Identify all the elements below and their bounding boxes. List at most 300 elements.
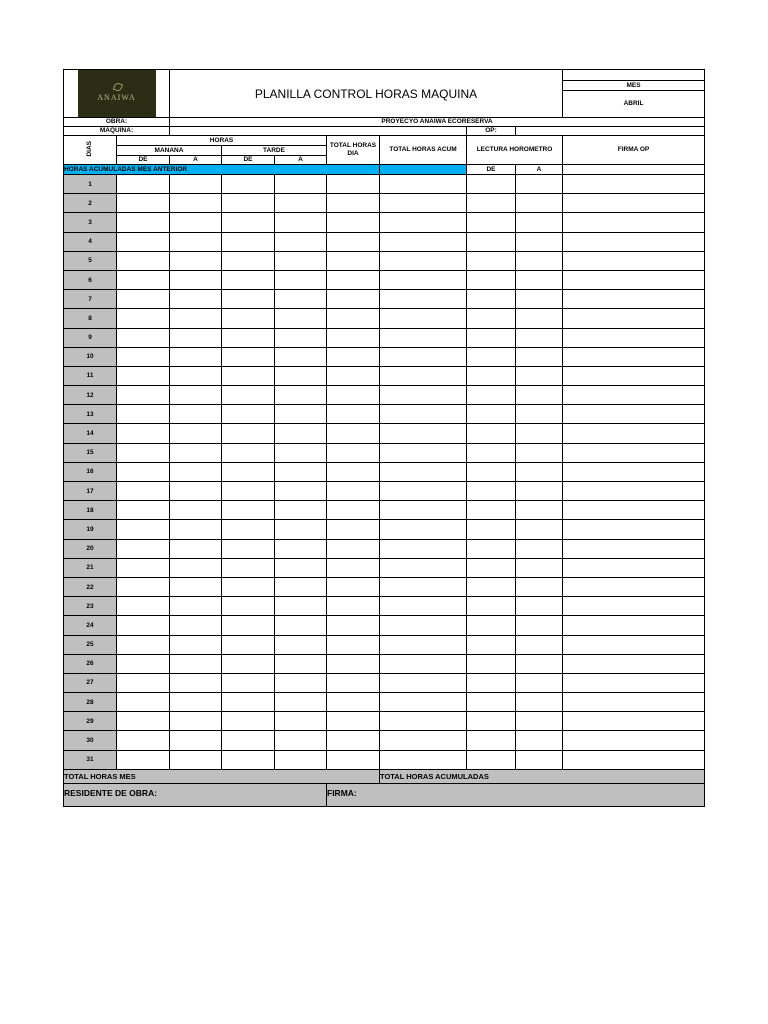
firma-op-cell[interactable] bbox=[563, 328, 705, 347]
total-horas-dia-cell[interactable] bbox=[327, 309, 380, 328]
tarde-a-cell[interactable] bbox=[275, 750, 327, 769]
manana-de-cell[interactable] bbox=[117, 482, 170, 501]
tarde-de-cell[interactable] bbox=[222, 712, 275, 731]
tarde-a-cell[interactable] bbox=[275, 712, 327, 731]
manana-a-cell[interactable] bbox=[170, 175, 222, 194]
total-horas-dia-cell[interactable] bbox=[327, 635, 380, 654]
horometro-de-cell[interactable] bbox=[467, 654, 516, 673]
horometro-a-cell[interactable] bbox=[516, 482, 563, 501]
horometro-de-cell[interactable] bbox=[467, 270, 516, 289]
total-horas-dia-cell[interactable] bbox=[327, 175, 380, 194]
firma-op-cell[interactable] bbox=[563, 750, 705, 769]
firma-op-header: FIRMA OP bbox=[563, 136, 705, 165]
manana-de-cell[interactable] bbox=[117, 539, 170, 558]
total-horas-dia-cell[interactable] bbox=[327, 213, 380, 232]
total-horas-acum-cell[interactable] bbox=[380, 443, 467, 462]
horometro-a-cell[interactable] bbox=[516, 462, 563, 481]
horometro-a-cell[interactable] bbox=[516, 366, 563, 385]
horometro-a-cell[interactable] bbox=[516, 424, 563, 443]
total-horas-dia-cell[interactable] bbox=[327, 712, 380, 731]
horometro-a-cell[interactable] bbox=[516, 443, 563, 462]
manana-a-cell[interactable] bbox=[170, 577, 222, 596]
tarde-de-cell[interactable] bbox=[222, 443, 275, 462]
total-horas-acum-cell[interactable] bbox=[380, 597, 467, 616]
total-horas-acum-header: TOTAL HORAS ACUM bbox=[380, 136, 467, 165]
day-row bbox=[64, 501, 705, 520]
horometro-a-cell[interactable] bbox=[516, 693, 563, 712]
tarde-a-cell[interactable] bbox=[275, 693, 327, 712]
manana-de-cell[interactable] bbox=[117, 251, 170, 270]
horometro-de-cell[interactable] bbox=[467, 194, 516, 213]
horometro-a-cell[interactable] bbox=[516, 520, 563, 539]
total-horas-acum-cell[interactable] bbox=[380, 213, 467, 232]
manana-a-cell[interactable] bbox=[170, 654, 222, 673]
total-horas-acum-cell[interactable] bbox=[380, 290, 467, 309]
firma-op-cell[interactable] bbox=[563, 213, 705, 232]
total-horas-dia-cell[interactable] bbox=[327, 443, 380, 462]
horometro-de-cell[interactable] bbox=[467, 328, 516, 347]
total-horas-acum-cell[interactable] bbox=[380, 462, 467, 481]
tarde-a-cell[interactable] bbox=[275, 328, 327, 347]
tarde-de-cell[interactable] bbox=[222, 635, 275, 654]
firma-op-cell[interactable] bbox=[563, 616, 705, 635]
horometro-de-cell[interactable] bbox=[467, 673, 516, 692]
manana-a-cell[interactable] bbox=[170, 616, 222, 635]
horometro-a-cell[interactable] bbox=[516, 386, 563, 405]
total-horas-dia-cell[interactable] bbox=[327, 251, 380, 270]
firma-op-cell[interactable] bbox=[563, 232, 705, 251]
tarde-a-cell[interactable] bbox=[275, 405, 327, 424]
total-horas-dia-cell[interactable] bbox=[327, 270, 380, 289]
manana-de-cell[interactable] bbox=[117, 577, 170, 596]
tarde-a-cell[interactable] bbox=[275, 194, 327, 213]
firma-op-cell[interactable] bbox=[563, 194, 705, 213]
firma-op-cell[interactable] bbox=[563, 424, 705, 443]
firma-op-cell[interactable] bbox=[563, 501, 705, 520]
horometro-a-cell[interactable] bbox=[516, 251, 563, 270]
horometro-a-cell[interactable] bbox=[516, 194, 563, 213]
manana-de-cell[interactable] bbox=[117, 673, 170, 692]
manana-a-cell[interactable] bbox=[170, 309, 222, 328]
manana-a-cell[interactable] bbox=[170, 731, 222, 750]
horometro-a-cell[interactable] bbox=[516, 501, 563, 520]
manana-de-cell[interactable] bbox=[117, 750, 170, 769]
op-value[interactable] bbox=[516, 127, 705, 136]
manana-a-cell[interactable] bbox=[170, 520, 222, 539]
total-horas-acum-cell[interactable] bbox=[380, 270, 467, 289]
tarde-a-cell[interactable] bbox=[275, 270, 327, 289]
manana-a-cell[interactable] bbox=[170, 328, 222, 347]
firma-op-cell[interactable] bbox=[563, 693, 705, 712]
firma-op-cell[interactable] bbox=[563, 520, 705, 539]
tarde-a-cell[interactable] bbox=[275, 731, 327, 750]
manana-de-cell[interactable] bbox=[117, 270, 170, 289]
manana-de-cell[interactable] bbox=[117, 405, 170, 424]
total-horas-acum-cell[interactable] bbox=[380, 424, 467, 443]
manana-de-cell[interactable] bbox=[117, 386, 170, 405]
firma-op-cell[interactable] bbox=[563, 366, 705, 385]
firma-op-cell[interactable] bbox=[563, 539, 705, 558]
manana-a-cell[interactable] bbox=[170, 673, 222, 692]
total-horas-acum-cell[interactable] bbox=[380, 635, 467, 654]
manana-a-header: A bbox=[170, 156, 222, 165]
tarde-a-cell[interactable] bbox=[275, 520, 327, 539]
manana-de-cell[interactable] bbox=[117, 616, 170, 635]
tarde-de-cell[interactable] bbox=[222, 501, 275, 520]
tarde-a-cell[interactable] bbox=[275, 443, 327, 462]
total-horas-acum-cell[interactable] bbox=[380, 405, 467, 424]
day-number: 16 bbox=[64, 462, 117, 481]
horometro-a-cell[interactable] bbox=[516, 750, 563, 769]
tarde-de-cell[interactable] bbox=[222, 347, 275, 366]
manana-a-cell[interactable] bbox=[170, 424, 222, 443]
tarde-de-cell[interactable] bbox=[222, 693, 275, 712]
total-horas-dia-cell[interactable] bbox=[327, 424, 380, 443]
total-horas-dia-cell[interactable] bbox=[327, 328, 380, 347]
manana-a-cell[interactable] bbox=[170, 232, 222, 251]
horometro-de-cell[interactable] bbox=[467, 693, 516, 712]
horometro-de-cell[interactable] bbox=[467, 731, 516, 750]
total-horas-acum-cell[interactable] bbox=[380, 520, 467, 539]
manana-a-cell[interactable] bbox=[170, 635, 222, 654]
tarde-de-cell[interactable] bbox=[222, 290, 275, 309]
horometro-a-cell[interactable] bbox=[516, 616, 563, 635]
horometro-a-cell[interactable] bbox=[516, 597, 563, 616]
manana-a-cell[interactable] bbox=[170, 712, 222, 731]
total-horas-acum-cell[interactable] bbox=[380, 194, 467, 213]
tarde-a-cell[interactable] bbox=[275, 539, 327, 558]
tarde-de-cell[interactable] bbox=[222, 654, 275, 673]
manana-a-cell[interactable] bbox=[170, 270, 222, 289]
firma-op-cell[interactable] bbox=[563, 731, 705, 750]
total-horas-acum-cell[interactable] bbox=[380, 232, 467, 251]
tarde-de-cell[interactable] bbox=[222, 616, 275, 635]
manana-a-cell[interactable] bbox=[170, 366, 222, 385]
manana-de-cell[interactable] bbox=[117, 501, 170, 520]
tarde-de-cell[interactable] bbox=[222, 194, 275, 213]
tarde-de-cell[interactable] bbox=[222, 462, 275, 481]
horometro-a-cell[interactable] bbox=[516, 731, 563, 750]
total-horas-dia-cell[interactable] bbox=[327, 520, 380, 539]
manana-a-cell[interactable] bbox=[170, 213, 222, 232]
horometro-a-cell[interactable] bbox=[516, 347, 563, 366]
firma-op-cell[interactable] bbox=[563, 558, 705, 577]
day-number: 23 bbox=[64, 597, 117, 616]
horometro-a-cell[interactable] bbox=[516, 654, 563, 673]
firma-op-cell[interactable] bbox=[563, 290, 705, 309]
total-horas-acumuladas-label: TOTAL HORAS ACUMULADAS bbox=[380, 769, 705, 783]
manana-de-cell[interactable] bbox=[117, 290, 170, 309]
horometro-de-cell[interactable] bbox=[467, 462, 516, 481]
tarde-de-cell[interactable] bbox=[222, 731, 275, 750]
total-horas-dia-cell[interactable] bbox=[327, 693, 380, 712]
total-horas-acum-cell[interactable] bbox=[380, 539, 467, 558]
horometro-a-cell[interactable] bbox=[516, 558, 563, 577]
horometro-de-cell[interactable] bbox=[467, 443, 516, 462]
tarde-a-cell[interactable] bbox=[275, 424, 327, 443]
manana-de-cell[interactable] bbox=[117, 328, 170, 347]
manana-de-cell[interactable] bbox=[117, 194, 170, 213]
horometro-de-cell[interactable] bbox=[467, 501, 516, 520]
tarde-a-cell[interactable] bbox=[275, 616, 327, 635]
horometro-de-cell[interactable] bbox=[467, 251, 516, 270]
tarde-a-cell[interactable] bbox=[275, 366, 327, 385]
firma-op-cell[interactable] bbox=[563, 673, 705, 692]
horometro-a-cell[interactable] bbox=[516, 539, 563, 558]
tarde-a-cell[interactable] bbox=[275, 309, 327, 328]
total-horas-dia-cell[interactable] bbox=[327, 462, 380, 481]
horometro-a-cell[interactable] bbox=[516, 309, 563, 328]
horometro-de-cell[interactable] bbox=[467, 405, 516, 424]
horometro-a-cell[interactable] bbox=[516, 270, 563, 289]
day-row bbox=[64, 386, 705, 405]
horometro-de-cell[interactable] bbox=[467, 597, 516, 616]
tarde-de-cell[interactable] bbox=[222, 251, 275, 270]
manana-de-cell[interactable] bbox=[117, 558, 170, 577]
total-horas-dia-cell[interactable] bbox=[327, 232, 380, 251]
manana-a-cell[interactable] bbox=[170, 597, 222, 616]
horometro-de-cell[interactable] bbox=[467, 424, 516, 443]
tarde-a-cell[interactable] bbox=[275, 673, 327, 692]
manana-de-cell[interactable] bbox=[117, 366, 170, 385]
manana-a-cell[interactable] bbox=[170, 443, 222, 462]
tarde-a-cell[interactable] bbox=[275, 501, 327, 520]
total-horas-acum-cell[interactable] bbox=[380, 175, 467, 194]
total-horas-dia-cell[interactable] bbox=[327, 347, 380, 366]
total-horas-dia-cell[interactable] bbox=[327, 731, 380, 750]
tarde-de-cell[interactable] bbox=[222, 577, 275, 596]
total-horas-dia-cell[interactable] bbox=[327, 405, 380, 424]
total-horas-acum-cell[interactable] bbox=[380, 366, 467, 385]
horometro-de-cell[interactable] bbox=[467, 750, 516, 769]
tarde-de-cell[interactable] bbox=[222, 597, 275, 616]
mes-top bbox=[563, 70, 705, 81]
firma-op-cell[interactable] bbox=[563, 482, 705, 501]
total-horas-dia-cell[interactable] bbox=[327, 482, 380, 501]
horometro-de-cell[interactable] bbox=[467, 366, 516, 385]
firma-op-cell[interactable] bbox=[563, 635, 705, 654]
horometro-a-cell[interactable] bbox=[516, 673, 563, 692]
day-rows bbox=[64, 175, 705, 770]
horometro-de-cell[interactable] bbox=[467, 577, 516, 596]
tarde-a-cell[interactable] bbox=[275, 482, 327, 501]
firma-op-cell[interactable] bbox=[563, 251, 705, 270]
total-horas-dia-cell[interactable] bbox=[327, 558, 380, 577]
tarde-de-cell[interactable] bbox=[222, 558, 275, 577]
manana-a-cell[interactable] bbox=[170, 539, 222, 558]
tarde-de-cell[interactable] bbox=[222, 673, 275, 692]
tarde-de-cell[interactable] bbox=[222, 366, 275, 385]
leaf-icon bbox=[112, 82, 122, 92]
firma-op-cell[interactable] bbox=[563, 654, 705, 673]
manana-de-cell[interactable] bbox=[117, 309, 170, 328]
horometro-a-cell[interactable] bbox=[516, 405, 563, 424]
manana-de-cell[interactable] bbox=[117, 597, 170, 616]
total-horas-acum-cell[interactable] bbox=[380, 577, 467, 596]
total-horas-dia-cell[interactable] bbox=[327, 577, 380, 596]
maquina-value[interactable] bbox=[170, 127, 467, 136]
horometro-de-cell[interactable] bbox=[467, 232, 516, 251]
manana-a-cell[interactable] bbox=[170, 405, 222, 424]
tarde-a-cell[interactable] bbox=[275, 654, 327, 673]
total-horas-acum-cell[interactable] bbox=[380, 673, 467, 692]
horometro-a-cell[interactable] bbox=[516, 635, 563, 654]
horometro-de-cell[interactable] bbox=[467, 635, 516, 654]
horometro-de-cell[interactable] bbox=[467, 213, 516, 232]
total-horas-dia-cell[interactable] bbox=[327, 501, 380, 520]
tarde-a-cell[interactable] bbox=[275, 386, 327, 405]
manana-a-cell[interactable] bbox=[170, 501, 222, 520]
horometro-de-cell[interactable] bbox=[467, 616, 516, 635]
firma-op-cell[interactable] bbox=[563, 597, 705, 616]
horometro-de-cell[interactable] bbox=[467, 482, 516, 501]
day-row bbox=[64, 194, 705, 213]
manana-de-cell[interactable] bbox=[117, 175, 170, 194]
total-horas-acum-cell[interactable] bbox=[380, 616, 467, 635]
total-horas-acum-cell[interactable] bbox=[380, 386, 467, 405]
total-horas-dia-cell[interactable] bbox=[327, 386, 380, 405]
tarde-a-cell[interactable] bbox=[275, 635, 327, 654]
manana-de-cell[interactable] bbox=[117, 635, 170, 654]
manana-de-cell[interactable] bbox=[117, 232, 170, 251]
total-horas-dia-cell[interactable] bbox=[327, 750, 380, 769]
manana-a-cell[interactable] bbox=[170, 386, 222, 405]
horometro-de-cell[interactable] bbox=[467, 290, 516, 309]
manana-a-cell[interactable] bbox=[170, 462, 222, 481]
manana-a-cell[interactable] bbox=[170, 558, 222, 577]
horometro-a-cell[interactable] bbox=[516, 175, 563, 194]
tarde-a-cell[interactable] bbox=[275, 213, 327, 232]
manana-de-cell[interactable] bbox=[117, 424, 170, 443]
tarde-a-cell[interactable] bbox=[275, 251, 327, 270]
total-horas-acum-cell[interactable] bbox=[380, 328, 467, 347]
horometro-a-cell[interactable] bbox=[516, 213, 563, 232]
total-horas-acum-cell[interactable] bbox=[380, 712, 467, 731]
total-horas-acum-cell[interactable] bbox=[380, 731, 467, 750]
firma-op-cell[interactable] bbox=[563, 270, 705, 289]
tarde-de-cell[interactable] bbox=[222, 750, 275, 769]
horometro-de-cell[interactable] bbox=[467, 520, 516, 539]
total-horas-acum-cell[interactable] bbox=[380, 347, 467, 366]
tarde-de-cell[interactable] bbox=[222, 270, 275, 289]
tarde-de-cell[interactable] bbox=[222, 520, 275, 539]
tarde-de-cell[interactable] bbox=[222, 405, 275, 424]
horometro-de-cell[interactable] bbox=[467, 175, 516, 194]
prev-month-value[interactable] bbox=[380, 165, 467, 175]
total-horas-acum-cell[interactable] bbox=[380, 251, 467, 270]
horometro-a-cell[interactable] bbox=[516, 232, 563, 251]
total-horas-acum-cell[interactable] bbox=[380, 558, 467, 577]
total-horas-dia-cell[interactable] bbox=[327, 597, 380, 616]
horometro-de-cell[interactable] bbox=[467, 558, 516, 577]
total-horas-dia-cell[interactable] bbox=[327, 673, 380, 692]
manana-a-cell[interactable] bbox=[170, 482, 222, 501]
manana-a-cell[interactable] bbox=[170, 251, 222, 270]
horometro-a-cell[interactable] bbox=[516, 328, 563, 347]
tarde-a-cell[interactable] bbox=[275, 347, 327, 366]
tarde-a-cell[interactable] bbox=[275, 175, 327, 194]
op-label: OP: bbox=[467, 127, 516, 136]
tarde-de-cell[interactable] bbox=[222, 539, 275, 558]
manana-de-cell[interactable] bbox=[117, 693, 170, 712]
manana-de-cell[interactable] bbox=[117, 731, 170, 750]
tarde-a-cell[interactable] bbox=[275, 597, 327, 616]
manana-a-cell[interactable] bbox=[170, 290, 222, 309]
firma-op-cell[interactable] bbox=[563, 405, 705, 424]
total-horas-acum-cell[interactable] bbox=[380, 309, 467, 328]
total-horas-acum-cell[interactable] bbox=[380, 482, 467, 501]
total-horas-dia-cell[interactable] bbox=[327, 290, 380, 309]
manana-de-cell[interactable] bbox=[117, 213, 170, 232]
tarde-de-cell[interactable] bbox=[222, 309, 275, 328]
firma-op-cell[interactable] bbox=[563, 462, 705, 481]
manana-de-cell[interactable] bbox=[117, 712, 170, 731]
tarde-de-cell[interactable] bbox=[222, 175, 275, 194]
tarde-a-cell[interactable] bbox=[275, 558, 327, 577]
day-number: 19 bbox=[64, 520, 117, 539]
tarde-de-cell[interactable] bbox=[222, 482, 275, 501]
total-horas-dia-cell[interactable] bbox=[327, 616, 380, 635]
tarde-de-cell[interactable] bbox=[222, 232, 275, 251]
total-horas-dia-cell[interactable] bbox=[327, 539, 380, 558]
firma-op-cell[interactable] bbox=[563, 443, 705, 462]
total-horas-dia-cell[interactable] bbox=[327, 654, 380, 673]
tarde-a-cell[interactable] bbox=[275, 290, 327, 309]
firma-op-cell[interactable] bbox=[563, 309, 705, 328]
horometro-de-cell[interactable] bbox=[467, 309, 516, 328]
manana-a-cell[interactable] bbox=[170, 750, 222, 769]
tarde-a-cell[interactable] bbox=[275, 232, 327, 251]
manana-a-cell[interactable] bbox=[170, 693, 222, 712]
horometro-de-cell[interactable] bbox=[467, 712, 516, 731]
firma-op-cell[interactable] bbox=[563, 577, 705, 596]
horometro-a-cell[interactable] bbox=[516, 577, 563, 596]
day-number: 18 bbox=[64, 501, 117, 520]
manana-de-cell[interactable] bbox=[117, 520, 170, 539]
horometro-a-cell[interactable] bbox=[516, 712, 563, 731]
tarde-de-cell[interactable] bbox=[222, 386, 275, 405]
prev-month-firma[interactable] bbox=[563, 165, 705, 175]
manana-de-cell[interactable] bbox=[117, 443, 170, 462]
total-horas-acum-cell[interactable] bbox=[380, 693, 467, 712]
total-horas-acum-cell[interactable] bbox=[380, 501, 467, 520]
total-horas-dia-cell[interactable] bbox=[327, 366, 380, 385]
manana-de-cell[interactable] bbox=[117, 654, 170, 673]
horometro-de-cell[interactable] bbox=[467, 347, 516, 366]
horometro-a-cell[interactable] bbox=[516, 290, 563, 309]
tarde-de-cell[interactable] bbox=[222, 213, 275, 232]
firma-op-cell[interactable] bbox=[563, 347, 705, 366]
manana-de-cell[interactable] bbox=[117, 462, 170, 481]
manana-a-cell[interactable] bbox=[170, 194, 222, 213]
tarde-a-cell[interactable] bbox=[275, 577, 327, 596]
tarde-a-cell[interactable] bbox=[275, 462, 327, 481]
manana-de-cell[interactable] bbox=[117, 347, 170, 366]
manana-a-cell[interactable] bbox=[170, 347, 222, 366]
day-row bbox=[64, 558, 705, 577]
firma-op-cell[interactable] bbox=[563, 712, 705, 731]
horometro-de-cell[interactable] bbox=[467, 386, 516, 405]
firma-op-cell[interactable] bbox=[563, 175, 705, 194]
horometro-de-cell[interactable] bbox=[467, 539, 516, 558]
total-horas-dia-cell[interactable] bbox=[327, 194, 380, 213]
tarde-de-cell[interactable] bbox=[222, 328, 275, 347]
tarde-de-cell[interactable] bbox=[222, 424, 275, 443]
firma-op-cell[interactable] bbox=[563, 386, 705, 405]
total-horas-acum-cell[interactable] bbox=[380, 654, 467, 673]
total-horas-acum-cell[interactable] bbox=[380, 750, 467, 769]
day-number: 24 bbox=[64, 616, 117, 635]
